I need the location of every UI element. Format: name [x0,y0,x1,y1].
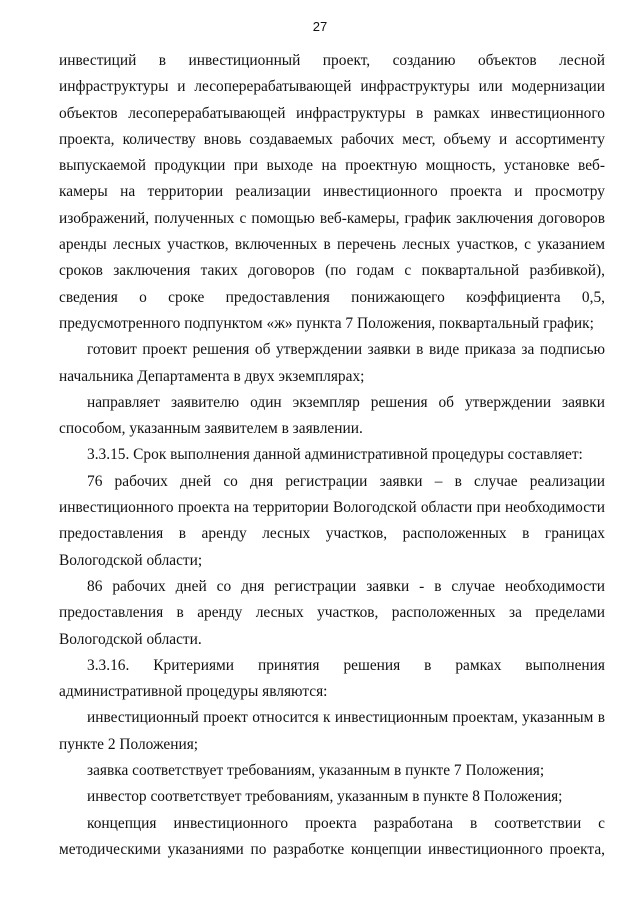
paragraph-prepare-decision: готовит проект решения об утверждении заявки в виде приказа за подписью начальника Департамента в двух экземплярах; [59,341,605,385]
paragraph-criterion-concept: концепция инвестиционного проекта разработана в соответствии с методическими указаниями по разработке концепции инвестиционного проекта, [59,814,605,858]
paragraph-criterion-project-type: инвестиционный проект относится к инвестиционным проектам, указанным в пункте 2 Положения; [59,709,605,753]
page-number: 27 [312,19,328,34]
paragraph-3-3-16-heading: 3.3.16. Критериями принятия решения в рамках выполнения административной процедуры являются: [59,656,605,701]
paragraph-3-3-15-heading: 3.3.15. Срок выполнения данной административной процедуры составляет: [87,446,583,464]
paragraph-criterion-application: заявка соответствует требованиям, указанным в пункте 7 Положения; [87,762,545,780]
paragraph-investment-reporting: инвестиций в инвестиционный проект, созданию объектов лесной инфраструктуры и лесоперерабатывающей инфраструктуры или модернизации объектов лесоперерабатывающей инфраструктуры в рамках инвестиционного проекта, количеству вновь создаваемых рабочих мест, объему и ассортименту выпускаемой продукции при выходе на проектную мощность, установке веб-камеры на территории реализации инвестиционного проекта и просмотру изображений, полученных с помощью веб-камеры, график заключения договоров аренды лесных участков, включенных в перечень лесных участков, с указанием сроков заключения таких договоров (по годам с поквартальной разбивкой), сведения о сроке предоставления понижающего коэффициента 0,5, предусмотренного подпунктом «ж» пункта 7 Положения, поквартальный график; [59,52,605,332]
paragraph-86-days: 86 рабочих дней со дня регистрации заявки - в случае необходимости предоставления в аренду лесных участков, расположенных за пределами Вологодской области. [59,577,605,648]
document-body [59,48,605,863]
paragraph-criterion-investor: инвестор соответствует требованиям, указанным в пункте 8 Положения; [87,788,563,806]
paragraph-send-decision: направляет заявителю один экземпляр решения об утверждении заявки способом, указанным заявителем в заявлении. [59,393,605,438]
paragraph-76-days: 76 рабочих дней со дня регистрации заявки – в случае реализации инвестиционного проекта на территории Вологодской области при необходимости предоставления в аренду лесных участков, расположенных в границах Вологодской области; [59,472,605,569]
